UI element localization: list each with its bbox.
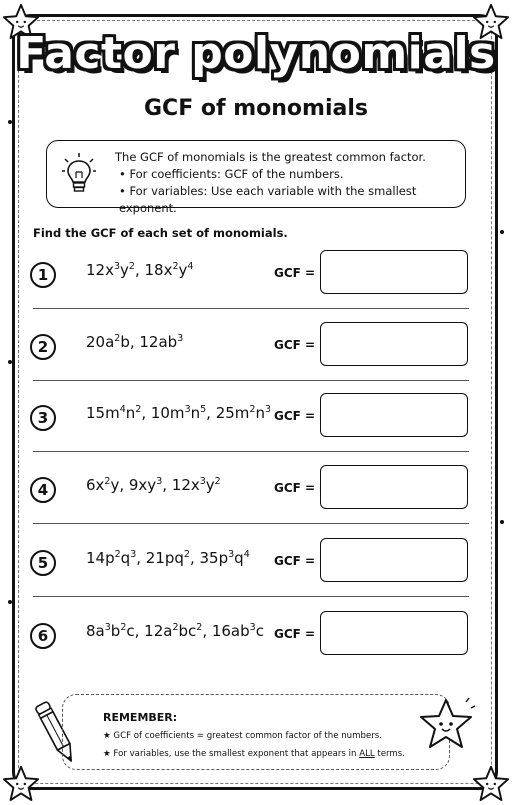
row-divider — [33, 451, 469, 452]
problem-row — [0, 538, 512, 588]
answer-box[interactable] — [320, 611, 468, 655]
remember-item-coefficients: ★ GCF of coefficients = greatest common factor of the numbers. — [103, 731, 382, 741]
problem-row — [0, 393, 512, 443]
problem-expression: $12x^3y^2$, $18x^2y^4$ — [86, 261, 194, 279]
problem-expression: $20a^2b$, $12ab^3$ — [86, 333, 184, 351]
answer-box[interactable] — [320, 538, 468, 582]
problem-row — [0, 465, 512, 515]
row-divider — [33, 380, 469, 381]
answer-box[interactable] — [320, 322, 468, 366]
problem-number: 4 — [30, 477, 56, 503]
row-divider — [33, 308, 469, 309]
decorative-dot — [500, 230, 504, 234]
problem-number: 5 — [30, 550, 56, 576]
problem-row — [0, 611, 512, 661]
problem-number: 3 — [30, 405, 56, 431]
row-divider — [33, 596, 469, 597]
problem-row — [0, 322, 512, 372]
problem-expression: $14p^2q^3$, $21pq^2$, $35p^3q^4$ — [86, 549, 250, 567]
tip-box — [46, 140, 466, 215]
lightbulb-icon — [61, 151, 97, 197]
gcf-label: GCF = — [274, 266, 316, 280]
gcf-label: GCF = — [274, 338, 316, 352]
remember-item-variables — [103, 749, 405, 759]
remember-title: REMEMBER: — [103, 711, 178, 724]
answer-box[interactable] — [320, 393, 468, 437]
row-divider — [33, 523, 469, 524]
tip-bullet-variables: • For variables: Use each variable with the smallest exponent. — [119, 184, 417, 215]
answer-box[interactable] — [320, 465, 468, 509]
smiling-star-icon — [416, 696, 476, 752]
problem-expression: $8a^3b^2c$, $12a^2bc^2$, $16ab^3c$ — [86, 622, 264, 640]
remember-item-text: ★ For variables, use the smallest exponent that appears in — [103, 749, 360, 759]
answer-box[interactable] — [320, 250, 468, 294]
star-icon — [472, 764, 510, 802]
remember-box — [62, 694, 450, 770]
remember-item-text: terms. — [374, 749, 406, 759]
tip-text: The GCF of monomials is the greatest common factor. — [115, 150, 426, 164]
decorative-dot — [500, 520, 504, 524]
problem-expression: $6x^2y$, $9xy^3$, $12x^3y^2$ — [86, 476, 221, 494]
decorative-dot — [8, 600, 12, 604]
gcf-label: GCF = — [274, 409, 316, 423]
gcf-label: GCF = — [274, 627, 316, 641]
instructions: Find the GCF of each set of monomials. — [33, 226, 288, 240]
page-title: Factor polynomials — [16, 28, 496, 79]
problem-expression: $15m^4n^2$, $10m^3n^5$, $25m^2n^3$ — [86, 404, 272, 422]
tip-bullet-coefficients: • For coefficients: GCF of the numbers. — [119, 167, 344, 181]
remember-emphasis: ALL — [359, 749, 375, 759]
gcf-label: GCF = — [274, 554, 316, 568]
gcf-label: GCF = — [274, 481, 316, 495]
problem-number: 1 — [30, 262, 56, 288]
problem-row — [0, 250, 512, 300]
problem-number: 2 — [30, 334, 56, 360]
page-subtitle: GCF of monomials — [144, 96, 368, 121]
problem-number: 6 — [30, 623, 56, 649]
